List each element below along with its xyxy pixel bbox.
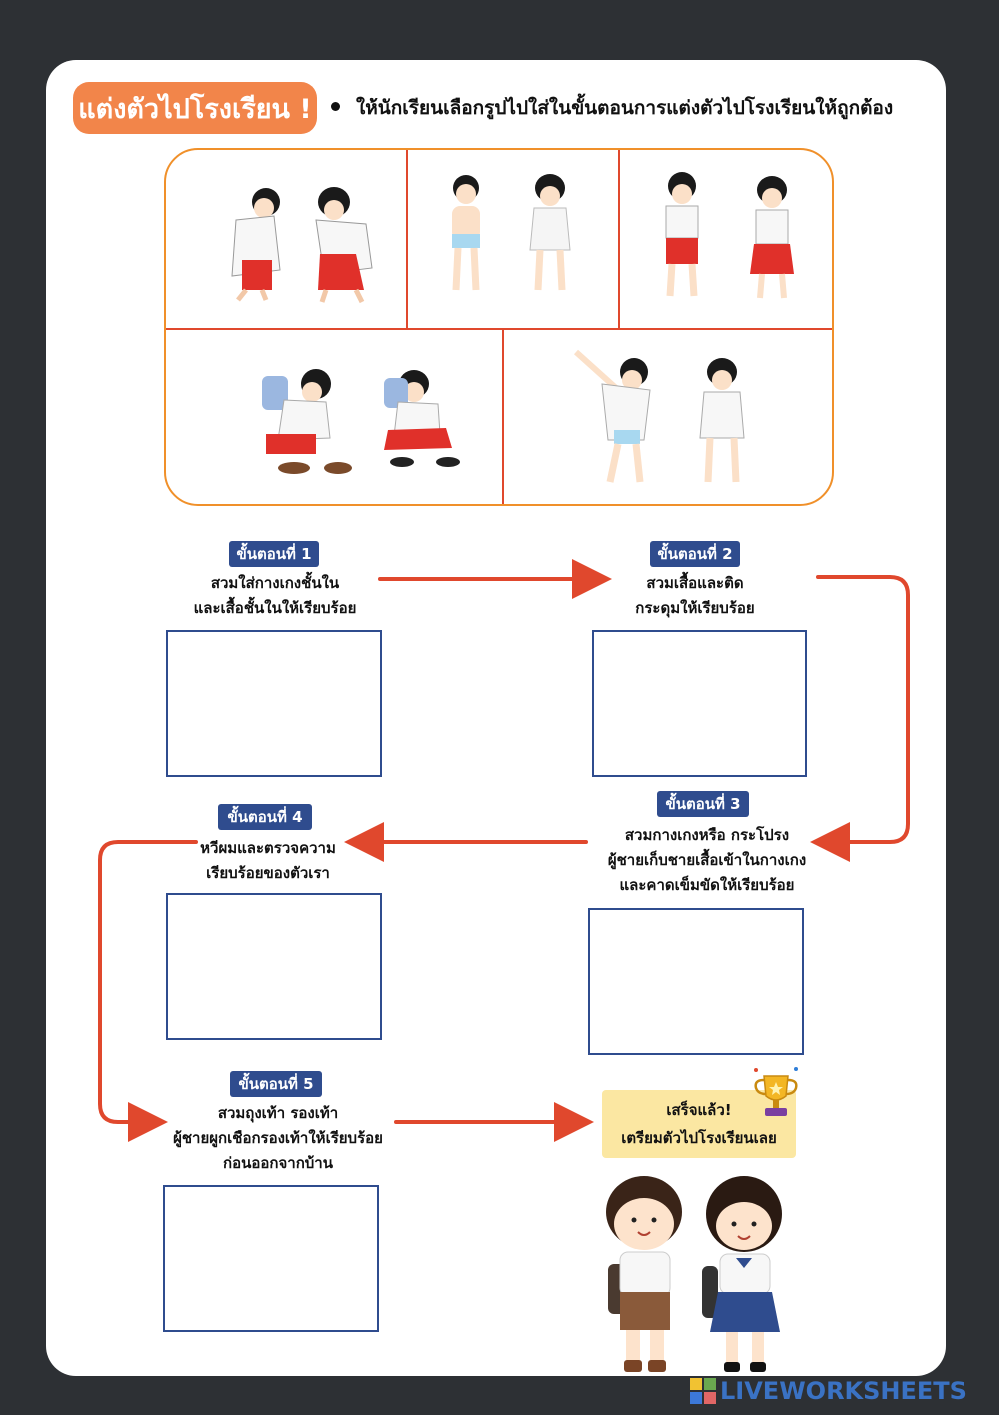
step-1-label: ขั้นตอนที่ 1 <box>229 541 319 567</box>
step-2-line-2: กระดุมให้เรียบร้อย <box>635 599 755 617</box>
step-3-line-2: ผู้ชายเก็บชายเสื้อเข้าในกางเกง <box>607 851 807 869</box>
liveworksheets-watermark <box>690 1376 967 1406</box>
step-3-line-1: สวมกางเกงหรือ กระโปรง <box>624 826 790 844</box>
step-5-line-2: ผู้ชายผูกเชือกรองเท้าให้เรียบร้อย <box>173 1129 383 1147</box>
step-4-line-2: เรียบร้อยของตัวเรา <box>206 864 330 882</box>
step-2-drop-box[interactable] <box>592 630 807 777</box>
step-4-line-1: หวีผมและตรวจความ <box>200 839 336 857</box>
step-1-drop-box[interactable] <box>166 630 382 777</box>
instruction-text: ให้นักเรียนเลือกรูปไปใส่ในขั้นตอนการแต่งตัวไปโรงเรียนให้ถูกต้อง <box>356 97 894 119</box>
step-1-text <box>160 571 390 621</box>
finish-line-1: เสร็จแล้ว! <box>666 1101 732 1119</box>
step-5-drop-box[interactable] <box>163 1185 379 1332</box>
liveworksheets-logo-icon <box>690 1378 716 1404</box>
step-2-label: ขั้นตอนที่ 2 <box>650 541 740 567</box>
step-3-label: ขั้นตอนที่ 3 <box>657 791 749 817</box>
step-3-line-3: และคาดเข็มขัดให้เรียบร้อย <box>619 876 795 894</box>
watermark-text: LIVEWORKSHEETS <box>720 1377 967 1405</box>
trophy-icon <box>748 1064 804 1124</box>
step-5-label: ขั้นตอนที่ 5 <box>230 1071 322 1097</box>
finish-line-2: เตรียมตัวไปโรงเรียนเลย <box>621 1129 777 1147</box>
step-3-drop-box[interactable] <box>588 908 804 1055</box>
step-1-line-1: สวมใส่กางเกงชั้นใน <box>210 574 340 592</box>
step-5-line-3: ก่อนออกจากบ้าน <box>223 1154 333 1172</box>
step-4-label: ขั้นตอนที่ 4 <box>218 804 312 830</box>
step-5-text <box>160 1101 396 1176</box>
step-3-text <box>590 823 824 898</box>
step-2-text <box>590 571 800 621</box>
step-5-line-1: สวมถุงเท้า รองเท้า <box>217 1104 339 1122</box>
worksheet-title: แต่งตัวไปโรงเรียน ! <box>73 82 317 134</box>
step-1-line-2: และเสื้อชั้นในให้เรียบร้อย <box>193 599 357 617</box>
step-2-line-1: สวมเสื้อและติด <box>646 574 744 592</box>
step-4-text <box>168 836 368 886</box>
kids-illustration <box>596 1168 806 1380</box>
step-4-drop-box[interactable] <box>166 893 382 1040</box>
